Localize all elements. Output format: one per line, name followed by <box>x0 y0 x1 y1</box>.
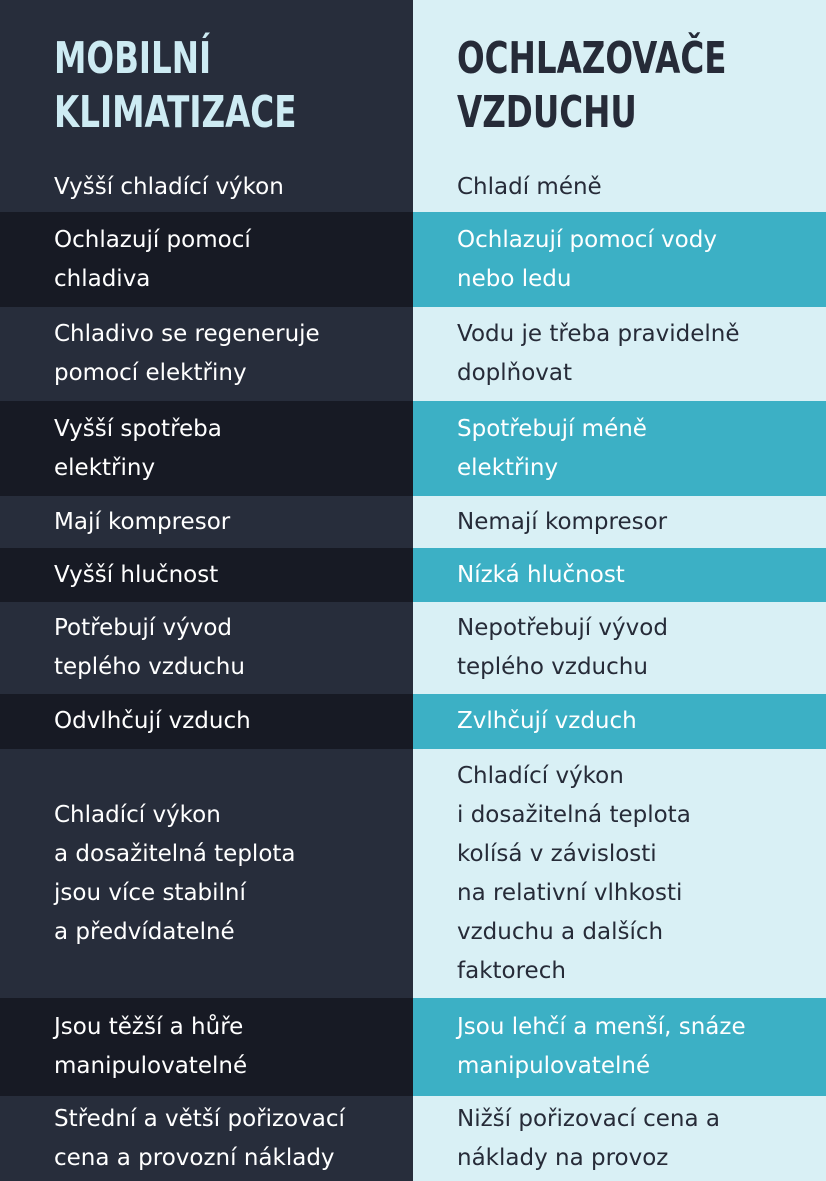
air-cooler-cell: Ochlazují pomocí vody nebo ledu <box>413 212 826 307</box>
air-cooler-cell: Chladící výkon i dosažitelná teplota kolísá v závislosti na relativní vlhkosti vzduchu a dalších faktorech <box>413 749 826 998</box>
table-row <box>0 1096 826 1181</box>
header-air-coolers <box>457 0 727 162</box>
table-row <box>0 602 826 694</box>
air-cooler-cell-wrap <box>413 694 826 749</box>
table-row <box>0 162 826 212</box>
mobile-ac-cell: Mají kompresor <box>0 496 413 548</box>
air-cooler-cell-wrap <box>413 401 826 496</box>
air-cooler-cell-wrap <box>413 496 826 548</box>
table-row <box>0 307 826 401</box>
header-right-line-1: OCHLAZOVAČE <box>457 33 727 84</box>
air-cooler-cell: Spotřebují méně elektřiny <box>413 401 826 496</box>
header-left-line-2: KLIMATIZACE <box>54 87 297 138</box>
air-cooler-cell-wrap <box>413 548 826 602</box>
mobile-ac-cell: Střední a větší pořizovací cena a provozní náklady <box>0 1096 413 1181</box>
air-cooler-cell: Zvlhčují vzduch <box>413 694 826 749</box>
mobile-ac-cell: Vyšší chladící výkon <box>0 162 413 212</box>
mobile-ac-cell: Jsou těžší a hůře manipulovatelné <box>0 998 413 1096</box>
air-cooler-cell-wrap <box>413 602 826 694</box>
air-cooler-cell-wrap <box>413 212 826 307</box>
air-cooler-cell-wrap <box>413 1096 826 1181</box>
table-row <box>0 548 826 602</box>
air-cooler-cell: Nepotřebují vývod teplého vzduchu <box>413 602 826 694</box>
air-cooler-cell: Jsou lehčí a menší, snáze manipulovatelné <box>413 998 826 1096</box>
mobile-ac-cell: Ochlazují pomocí chladiva <box>0 212 413 307</box>
table-row <box>0 998 826 1096</box>
table-row <box>0 496 826 548</box>
table-row <box>0 401 826 496</box>
mobile-ac-cell: Potřebují vývod teplého vzduchu <box>0 602 413 694</box>
mobile-ac-cell: Vyšší spotřeba elektřiny <box>0 401 413 496</box>
table-row <box>0 694 826 749</box>
air-cooler-cell: Nemají kompresor <box>413 496 826 548</box>
header-left-line-1: MOBILNÍ <box>54 33 212 84</box>
air-cooler-cell: Nízká hlučnost <box>413 548 826 602</box>
air-cooler-cell-wrap <box>413 998 826 1096</box>
table-row <box>0 212 826 307</box>
mobile-ac-cell: Odvlhčují vzduch <box>0 694 413 749</box>
air-cooler-cell: Nižší pořizovací cena a náklady na provoz <box>413 1096 826 1181</box>
air-cooler-cell-wrap <box>413 162 826 212</box>
air-cooler-cell: Chladí méně <box>413 162 826 212</box>
mobile-ac-cell: Vyšší hlučnost <box>0 548 413 602</box>
header-mobile-ac <box>54 0 296 162</box>
air-cooler-cell: Vodu je třeba pravidelně doplňovat <box>413 307 826 401</box>
table-row <box>0 749 826 998</box>
air-cooler-cell-wrap <box>413 307 826 401</box>
header-right-line-2: VZDUCHU <box>457 87 637 138</box>
mobile-ac-cell: Chladivo se regeneruje pomocí elektřiny <box>0 307 413 401</box>
mobile-ac-cell: Chladící výkon a dosažitelná teplota jsou více stabilní a předvídatelné <box>0 749 413 998</box>
air-cooler-cell-wrap <box>413 749 826 998</box>
